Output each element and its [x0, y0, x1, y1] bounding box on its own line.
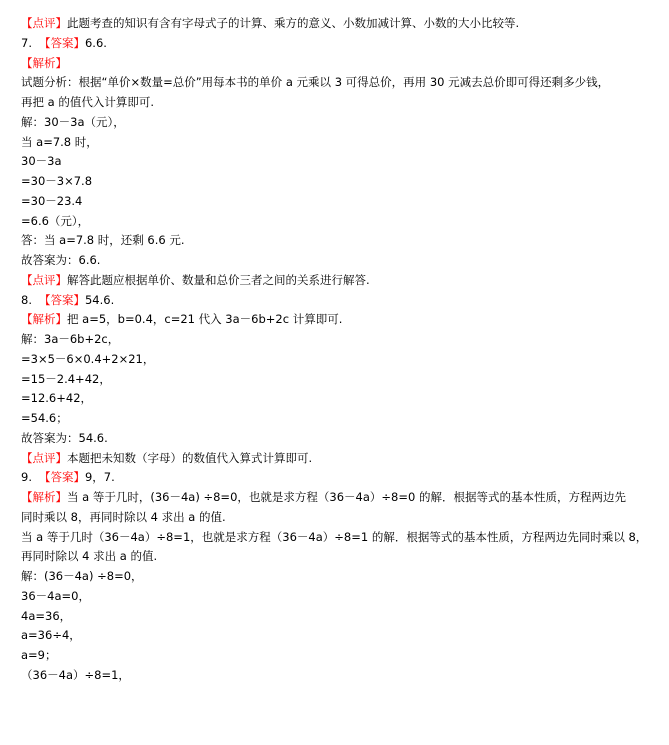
- text-line: =12.6+42，: [21, 391, 93, 406]
- answer-line-q9: [21, 468, 661, 488]
- text-line: 当 a 等于几时（36－4a）÷8=1，也就是求方程（36－4a）÷8=1 的解．根据等式的基本性质，方程两边先同时乘以 8，: [21, 529, 648, 544]
- text-line: 36－4a=0，: [21, 588, 90, 603]
- text-line: 解：30－3a（元），: [21, 114, 125, 129]
- comment-line-q7: [21, 271, 661, 291]
- text-line: 故答案为：6.6.: [21, 253, 101, 267]
- comment-label: 【点评】: [21, 16, 67, 30]
- analysis-label: 【解析】: [21, 55, 67, 70]
- text-line: 再同时除以 4 求出 a 的值.: [21, 549, 158, 564]
- analysis-heading-q7: [21, 54, 661, 74]
- answer-line-q8: [21, 291, 661, 311]
- text-line: 解：(36－4a) ÷8=0，: [21, 569, 143, 583]
- comment-line-q6: [21, 14, 661, 34]
- text-line: 故答案为：54.6.: [21, 430, 108, 445]
- question-number: 9.: [21, 470, 32, 485]
- comment-label: 【点评】: [21, 272, 67, 287]
- text-line: 同时乘以 8，再同时除以 4 求出 a 的值.: [21, 509, 226, 524]
- text-line: 答：当 a=7.8 时，还剩 6.6 元.: [21, 233, 185, 248]
- text-line: 解：3a－6b+2c，: [21, 332, 120, 346]
- answer-text: 54.6.: [84, 292, 115, 307]
- analysis-label: 【解析】: [21, 490, 67, 504]
- text-line: =6.6（元），: [21, 213, 90, 228]
- text-line: 30－3a: [21, 154, 62, 169]
- text-line: =30－3×7.8: [21, 174, 93, 188]
- analysis-label: 【解析】: [21, 312, 67, 327]
- text-line: 再把 a 的值代入计算即可.: [21, 95, 155, 109]
- text-line: 当 a=7.8 时，: [21, 134, 98, 149]
- document-body: [21, 14, 661, 686]
- question-number: 8.: [21, 292, 32, 307]
- answer-line-q7: [21, 34, 661, 54]
- text-line: =54.6；: [21, 411, 68, 425]
- comment-line-q8: [21, 449, 661, 469]
- text-line: =15－2.4+42，: [21, 371, 111, 386]
- analysis-text: 当 a 等于几时，(36－4a) ÷8=0，也就是求方程（36－4a）÷8=0 的解．根据等式的基本性质，方程两边先: [67, 490, 626, 504]
- text-line: =30－23.4: [21, 193, 83, 208]
- answer-text: 9，7.: [84, 470, 115, 485]
- text-line: 4a=36，: [21, 608, 72, 623]
- answer-label: 【答案】: [38, 470, 85, 485]
- text-line: 试题分析：根据“单价×数量=总价”用每本书的单价 a 元乘以 3 可得总价，再用 30 元减去总价即可得还剩多少钱，: [21, 75, 610, 90]
- comment-text: 解答此题应根据单价、数量和总价三者之间的关系进行解答.: [67, 272, 370, 287]
- comment-text: 此题考查的知识有含有字母式子的计算、乘方的意义、小数加减计算、小数的大小比较等.: [67, 16, 520, 30]
- analysis-text: 把 a=5，b=0.4，c=21 代入 3a－6b+2c 计算即可.: [67, 312, 343, 327]
- answer-label: 【答案】: [38, 35, 85, 50]
- text-line: =3×5－6×0.4+2×21，: [21, 351, 155, 366]
- comment-label: 【点评】: [21, 450, 67, 465]
- question-number: 7.: [21, 35, 32, 50]
- analysis-line-q9: [21, 488, 661, 508]
- analysis-line-q8: [21, 310, 661, 330]
- answer-label: 【答案】: [38, 292, 85, 307]
- text-line: a=36÷4，: [21, 628, 81, 643]
- answer-text: 6.6.: [84, 35, 107, 50]
- text-line: （36－4a）÷8=1，: [21, 667, 130, 682]
- text-line: a=9；: [21, 648, 57, 662]
- comment-text: 本题把未知数（字母）的数值代入算式计算即可.: [67, 450, 313, 465]
